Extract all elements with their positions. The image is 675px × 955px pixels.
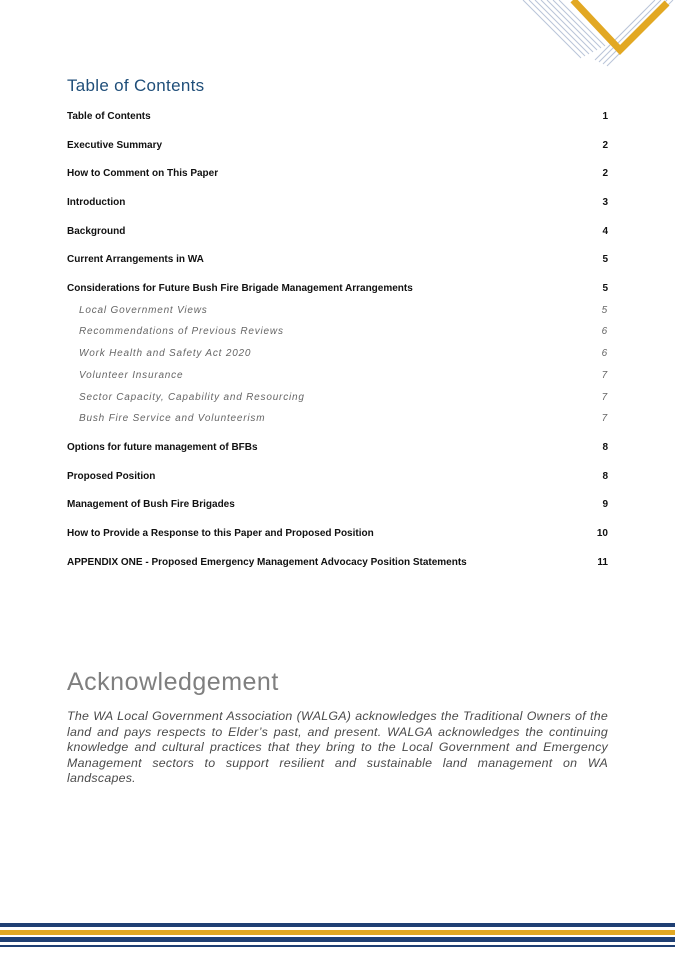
toc-entry-label: Current Arrangements in WA <box>67 254 204 265</box>
toc-entry[interactable] <box>67 168 608 179</box>
toc-subentry[interactable] <box>67 370 608 381</box>
acknowledgement-title: Acknowledgement <box>67 668 279 696</box>
toc-entry-page: 10 <box>596 528 608 539</box>
toc-entry-label: Table of Contents <box>67 111 151 122</box>
toc-entry-page: 4 <box>602 226 608 237</box>
toc-entry-label: How to Provide a Response to this Paper and Proposed Position <box>67 528 374 539</box>
toc-entry[interactable] <box>67 471 608 482</box>
toc-subentry-page: 5 <box>601 305 608 316</box>
toc-subentry[interactable] <box>67 326 608 337</box>
toc-entry-label: Proposed Position <box>67 471 156 482</box>
toc-entry[interactable] <box>67 528 608 539</box>
toc-subentry[interactable] <box>67 392 608 403</box>
toc-subentry-page: 6 <box>601 348 608 359</box>
toc-subentry-page: 7 <box>601 392 608 403</box>
toc-entry-page: 8 <box>602 442 608 453</box>
toc-entry[interactable] <box>67 442 608 453</box>
toc-entry-page: 1 <box>602 111 608 122</box>
footer-stripes-decoration <box>0 920 675 955</box>
toc-entry-label: Executive Summary <box>67 140 163 151</box>
toc-subentry-label: Sector Capacity, Capability and Resourcing <box>79 392 305 403</box>
acknowledgement-body: The WA Local Government Association (WALGA) acknowledges the Traditional Owners of the land and pays respects to Elder’s past, and present. WALGA acknowledges the continuing knowledge and cultural practices that they bring to the Local Government and Emergency Management sectors to support resilient and sustainable land management on WA landscapes. <box>67 709 608 786</box>
toc-subentry-label: Local Government Views <box>79 305 208 316</box>
toc-entry-label: Management of Bush Fire Brigades <box>67 499 235 510</box>
toc-subentry-page: 6 <box>601 326 608 337</box>
toc-entry-page: 9 <box>602 499 608 510</box>
toc-subentry-label: Volunteer Insurance <box>79 370 184 381</box>
toc-entry[interactable] <box>67 557 608 568</box>
toc-entry[interactable] <box>67 254 608 265</box>
toc-entry-label: Options for future management of BFBs <box>67 442 258 453</box>
toc-entry[interactable] <box>67 197 608 208</box>
toc-subentry[interactable] <box>67 348 608 359</box>
toc-subentry[interactable] <box>67 413 608 424</box>
toc-subentry-page: 7 <box>601 370 608 381</box>
toc-entry[interactable] <box>67 499 608 510</box>
toc-subentry-page: 7 <box>601 413 608 424</box>
toc-entry-page: 2 <box>602 168 608 179</box>
toc-entry-label: How to Comment on This Paper <box>67 168 219 179</box>
toc-entry-label: Introduction <box>67 197 126 208</box>
toc-entry-label: Considerations for Future Bush Fire Brigade Management Arrangements <box>67 283 413 294</box>
toc-subentry[interactable] <box>67 305 608 316</box>
toc-entry-label: APPENDIX ONE - Proposed Emergency Management Advocacy Position Statements <box>67 557 467 568</box>
toc-subentry-label: Bush Fire Service and Volunteerism <box>79 413 266 424</box>
toc-entry[interactable] <box>67 226 608 237</box>
toc-title: Table of Contents <box>67 76 205 95</box>
toc-subentry-label: Recommendations of Previous Reviews <box>79 326 284 337</box>
toc-entry-page: 2 <box>602 140 608 151</box>
toc-entry-label: Background <box>67 226 126 237</box>
toc-entry[interactable] <box>67 140 608 151</box>
toc-entry[interactable] <box>67 283 608 294</box>
toc-entry-page: 5 <box>602 254 608 265</box>
corner-chevron-decoration <box>495 0 675 70</box>
toc-entry-page: 11 <box>597 557 608 568</box>
toc-entry-page: 8 <box>602 471 608 482</box>
toc-subentry-label: Work Health and Safety Act 2020 <box>79 348 252 359</box>
toc-entry-page: 3 <box>602 197 608 208</box>
toc-entry[interactable] <box>67 111 608 122</box>
toc-entry-page: 5 <box>602 283 608 294</box>
